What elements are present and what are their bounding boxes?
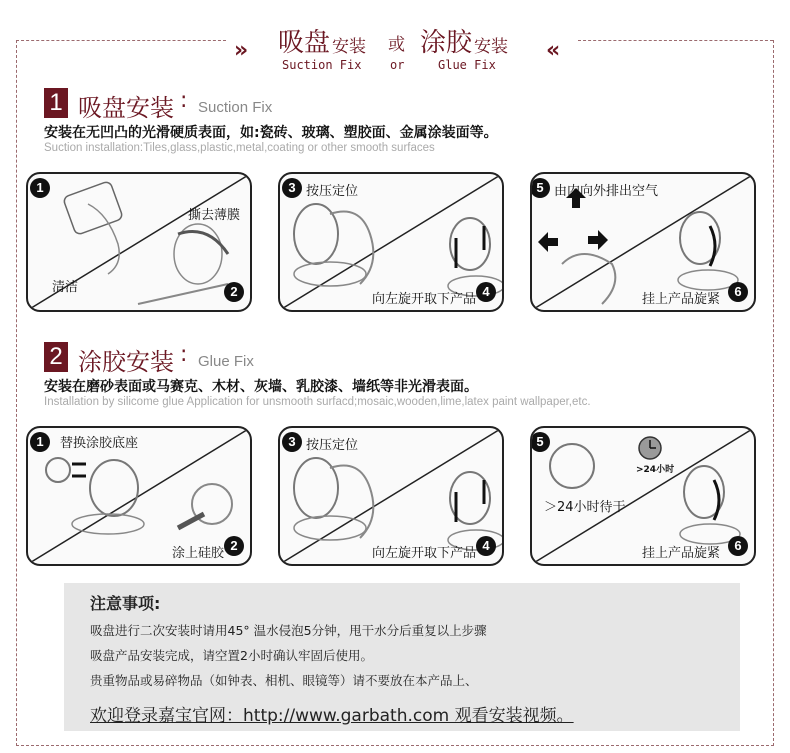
suction-panel-clean [26,172,252,312]
caption-rotate-left: 向左旋开取下产品 [372,546,477,561]
caption-hang-tighten: 挂上产品旋紧 [642,292,721,307]
caption-apply-silicone: 涂上硅胶 [172,546,225,561]
suction-panel-air [530,172,756,312]
section2-title: 涂胶安装 [78,348,174,376]
caption-expel-air: 由内向外排出空气 [554,184,659,199]
step-badge: 2 [224,536,244,556]
section2-desc-en: Installation by silicome glue Application for unsmooth surfacd;mosaic,wooden,lime,latex paint wallpaper,etc. [44,396,591,408]
header-suction-big: 吸盘 [278,28,331,58]
frame-top-left [16,40,226,41]
notes-title: 注意事项: [90,594,161,613]
page-header [228,18,578,72]
chevron-left-icon: « [546,38,555,63]
clock-label: >24小时 [636,465,675,475]
frame-top-right [578,40,773,41]
caption-replace-base: 替换涂胶底座 [60,436,139,451]
step-badge: 5 [530,432,550,452]
note-item: 贵重物品或易碎物品（如钟表、相机、眼镜等）请不要放在本产品上、 [90,673,478,688]
step-badge: 1 [30,432,50,452]
caption-rotate-left: 向左旋开取下产品 [372,292,477,307]
caption-press-position: 按压定位 [306,184,359,199]
section1-desc: 安装在无凹凸的光滑硬质表面，如:瓷砖、玻璃、塑胶面、金属涂装面等。 [44,125,498,141]
step-badge: 3 [282,432,302,452]
step-badge: 5 [530,178,550,198]
website-link[interactable]: 欢迎登录嘉宝官网：http://www.garbath.com 观看安装视频。 [90,706,574,726]
section1-colon: : [180,88,188,113]
header-or-en: or [390,58,405,72]
caption-clean: 清洁 [52,280,79,295]
suction-panel-press [278,172,504,312]
header-glue-en: Glue Fix [438,58,496,72]
step-badge: 2 [224,282,244,302]
header-or: 或 [388,35,405,55]
caption-press-position: 按压定位 [306,438,359,453]
step-badge: 6 [728,282,748,302]
step-badge: 6 [728,536,748,556]
header-glue-big: 涂胶 [420,28,473,58]
notes-box [64,583,740,731]
note-item: 吸盘产品安装完成，请空置2小时确认牢固后使用。 [90,648,373,663]
caption-dry-24h: ＞24小时待干 [544,500,626,515]
section1-desc-en: Suction installation:Tiles,glass,plastic,metal,coating or other smooth surfaces [44,142,435,154]
glue-panel-base [26,426,252,566]
section2-title-en: Glue Fix [198,353,254,370]
section2-colon: : [180,342,188,367]
glue-panel-dry [530,426,756,566]
chevron-right-icon: » [234,38,243,63]
header-suction-small: 安装 [332,37,366,57]
section2-number: 2 [44,342,68,372]
section1-title: 吸盘安装 [78,94,174,122]
header-suction-en: Suction Fix [282,58,362,72]
section2-desc: 安装在磨砂表面或马赛克、木材、灰墙、乳胶漆、墙纸等非光滑表面。 [44,379,478,395]
glue-panel-press [278,426,504,566]
section1-title-en: Suction Fix [198,99,273,116]
step-badge: 1 [30,178,50,198]
step-badge: 3 [282,178,302,198]
section1-number: 1 [44,88,68,118]
note-item: 吸盘进行二次安装时请用45° 温水侵泡5分钟，甩干水分后重复以上步骤 [90,623,487,638]
caption-peel-film: 撕去薄膜 [188,208,241,223]
step-badge: 4 [476,282,496,302]
header-glue-small: 安装 [474,37,508,57]
step-badge: 4 [476,536,496,556]
caption-hang-tighten: 挂上产品旋紧 [642,546,721,561]
